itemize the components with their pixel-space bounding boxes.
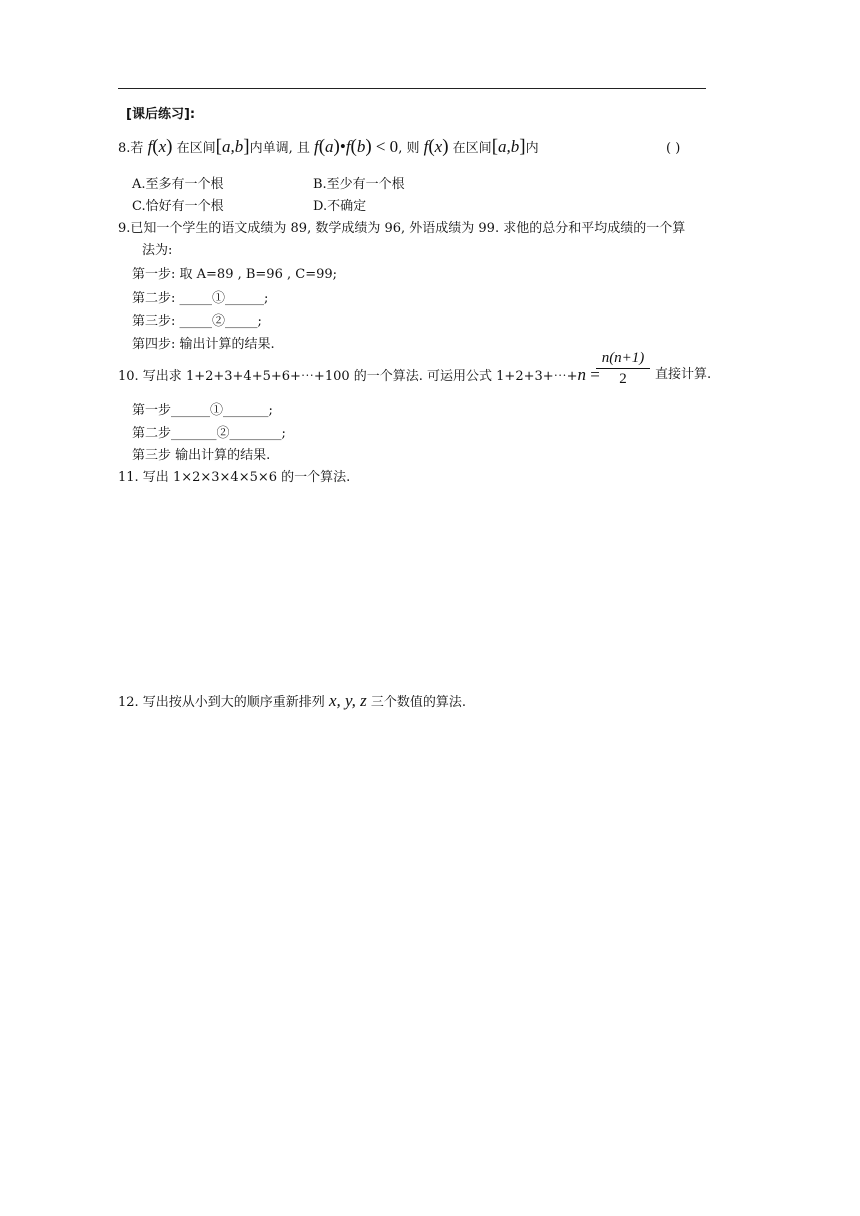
q9-stem-cont: 法为: bbox=[142, 243, 173, 258]
q8-text-2: 在区间 bbox=[176, 141, 216, 156]
q10-formula-fraction bbox=[596, 349, 650, 388]
q8-text-3: 内单调, 且 bbox=[249, 141, 310, 156]
q10-text-a: 10. 写出求 1+2+3+4+5+6+⋯+100 的一个算法. 可运用公式 1+2+3+⋯+ bbox=[118, 369, 578, 384]
question-8-stem: 8.若 f(x) 在区间[a,b]内单调, 且 f(a)•f(b) < 0, 则 f(x) 在区间[a,b]内 bbox=[118, 136, 539, 157]
q8-fx: f bbox=[147, 137, 153, 156]
q12-text-1: 12. 写出按从小到大的顺序重新排列 bbox=[118, 695, 325, 710]
q12-text-2: 三个数值的算法. bbox=[370, 695, 467, 710]
q10-n: n bbox=[577, 365, 587, 384]
q8-interval: a,b bbox=[221, 137, 244, 156]
q8-text-4: , 则 bbox=[398, 141, 420, 156]
q8-number: 8. bbox=[118, 141, 131, 156]
q8-answer-paren: ( ) bbox=[666, 141, 681, 156]
q10-fraction-numerator: n(n+1) bbox=[601, 350, 645, 366]
top-rule bbox=[118, 88, 706, 89]
q10-fraction-denominator: 2 bbox=[619, 371, 627, 387]
q12-variables: x, y, z bbox=[328, 691, 367, 710]
q9-step-4: 第四步: 输出计算的结果. bbox=[132, 337, 275, 352]
q10-step-1: 第一步______①_______; bbox=[132, 403, 273, 418]
q10-text-b: 直接计算. bbox=[655, 367, 712, 382]
q8-option-c: C.恰好有一个根 bbox=[132, 199, 224, 214]
q9-step-2: 第二步: _____①______; bbox=[132, 291, 269, 306]
q8-option-d: D.不确定 bbox=[313, 199, 367, 214]
q9-stem: 9.已知一个学生的语文成绩为 89, 数学成绩为 96, 外语成绩为 99. 求他的总分和平均成绩的一个算 bbox=[118, 221, 686, 236]
q8-text-5: 在区间 bbox=[452, 141, 492, 156]
q10-step-2: 第二步_______②________; bbox=[132, 426, 286, 441]
q9-step-3: 第三步: _____②_____; bbox=[132, 314, 262, 329]
q10-fraction-bar bbox=[596, 368, 650, 369]
q8-text-6: 内 bbox=[525, 141, 539, 156]
q8-text-1: 若 bbox=[130, 141, 144, 156]
q11-stem: 11. 写出 1×2×3×4×5×6 的一个算法. bbox=[118, 470, 351, 485]
section-header: [课后练习]: bbox=[126, 107, 196, 122]
q8-inequality: < 0 bbox=[375, 137, 399, 156]
q10-step-3: 第三步 输出计算的结果. bbox=[132, 448, 271, 463]
q8-option-a: A.至多有一个根 bbox=[132, 177, 224, 192]
q12-stem bbox=[118, 692, 466, 712]
q8-option-b: B.至少有一个根 bbox=[313, 177, 405, 192]
q10-stem: 10. 写出求 1+2+3+4+5+6+⋯+100 的一个算法. 可运用公式 1+2+3+⋯+n = bbox=[118, 365, 600, 384]
q9-step-1: 第一步: 取 A=89 , B=96 , C=99; bbox=[132, 267, 338, 282]
